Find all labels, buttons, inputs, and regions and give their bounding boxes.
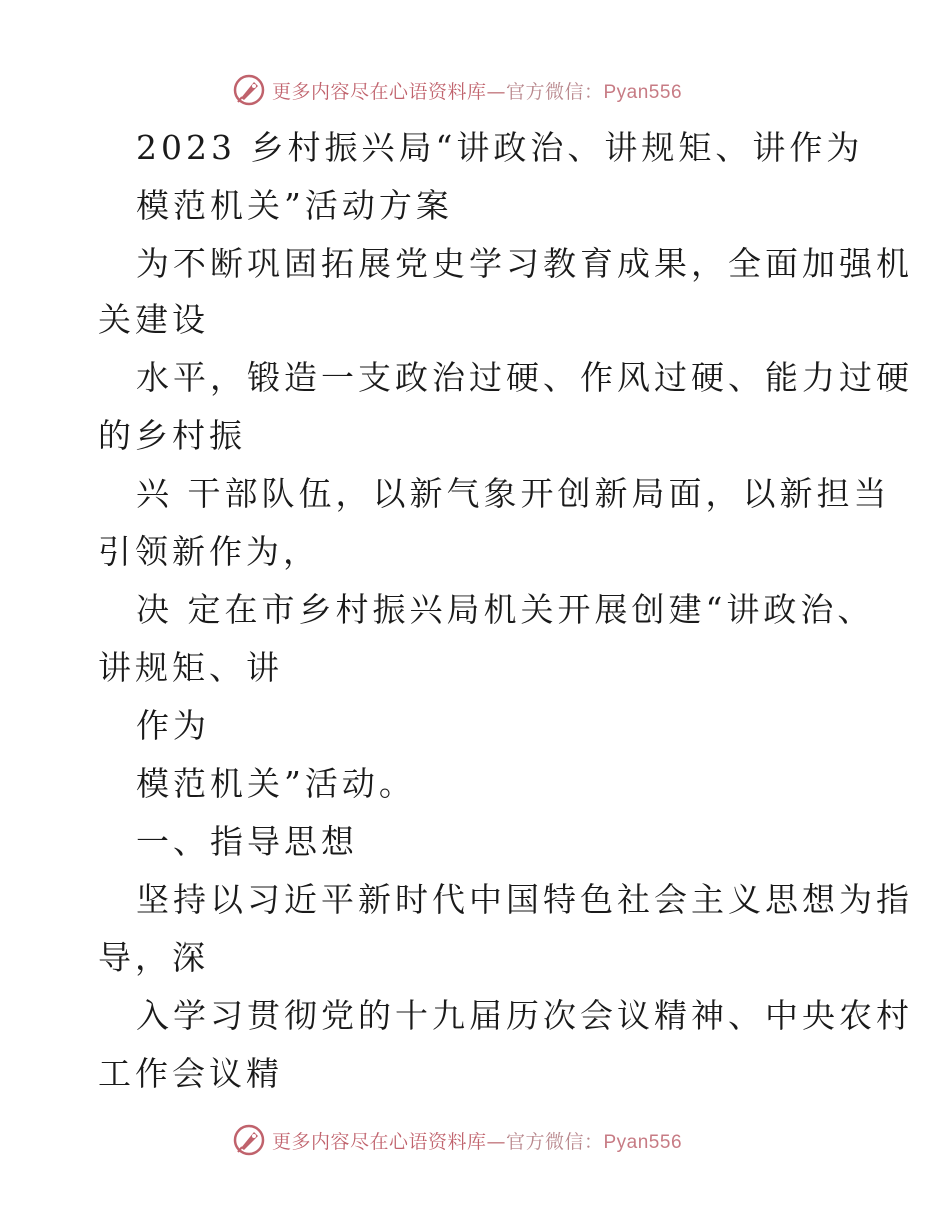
paragraph-line: 模范机关”活动。 bbox=[136, 764, 416, 803]
paragraph-line: 导，深 bbox=[98, 938, 209, 977]
header-watermark-banner bbox=[0, 70, 950, 110]
paragraph-line: 坚持以习近平新时代中国特色社会主义思想为指 bbox=[136, 880, 913, 919]
watermark-text bbox=[272, 1127, 682, 1154]
pen-nib-logo-icon bbox=[232, 1123, 266, 1157]
paragraph-line: 兴 干部队伍，以新气象开创新局面，以新担当 bbox=[136, 474, 891, 513]
watermark-brand: 更多内容尽在心语资料库 bbox=[271, 1130, 487, 1153]
paragraph-line: 的乡村振 bbox=[98, 416, 246, 455]
paragraph-line: 作为 bbox=[136, 706, 210, 745]
watermark-wechat-id: Pyan556 bbox=[603, 1131, 683, 1153]
pen-nib-logo-icon bbox=[232, 73, 266, 107]
paragraph-line: 引领新作为， bbox=[98, 532, 320, 571]
footer-watermark-banner bbox=[0, 1120, 950, 1160]
paragraph-line: 工作会议精 bbox=[98, 1054, 283, 1093]
section-heading: 一、指导思想 bbox=[136, 822, 358, 861]
document-title-line-2: 模范机关”活动方案 bbox=[136, 186, 453, 225]
watermark-wechat-label: 官方微信： bbox=[505, 1130, 604, 1153]
paragraph-line: 入学习贯彻党的十九届历次会议精神、中央农村 bbox=[136, 996, 913, 1035]
paragraph-line: 为不断巩固拓展党史学习教育成果，全面加强机 bbox=[136, 244, 913, 283]
paragraph-line: 决 定在市乡村振兴局机关开展创建“讲政治、 bbox=[136, 590, 875, 629]
paragraph-line: 水平，锻造一支政治过硬、作风过硬、能力过硬 bbox=[136, 358, 913, 397]
paragraph-line: 关建设 bbox=[98, 300, 209, 339]
watermark-wechat-id: Pyan556 bbox=[603, 81, 683, 103]
watermark-dash: — bbox=[486, 80, 506, 103]
watermark-brand: 更多内容尽在心语资料库 bbox=[271, 80, 487, 103]
watermark-wechat-label: 官方微信： bbox=[505, 80, 604, 103]
watermark-text bbox=[272, 77, 682, 104]
document-title-line-1: 2023 乡村振兴局“讲政治、讲规矩、讲作为 bbox=[136, 128, 864, 167]
paragraph-line: 讲规矩、讲 bbox=[98, 648, 283, 687]
watermark-dash: — bbox=[486, 1130, 506, 1153]
